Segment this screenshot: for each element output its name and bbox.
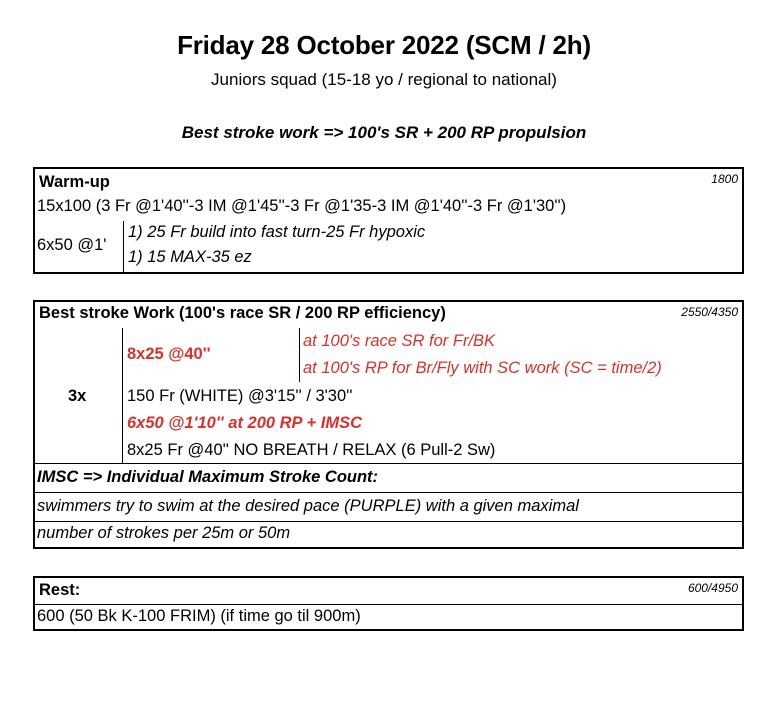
warmup-volume: 1800 bbox=[711, 172, 738, 186]
set-note-divider bbox=[299, 328, 300, 382]
set-6x50: 6x50 @1'10'' at 200 RP + IMSC bbox=[127, 414, 362, 432]
warmup-title: Warm-up bbox=[39, 173, 110, 191]
warmup-sub-label: 6x50 @1' bbox=[37, 236, 107, 254]
set-8x25-note-2: at 100's RP for Br/Fly with SC work (SC = time/2) bbox=[303, 359, 662, 377]
warmup-section bbox=[33, 167, 744, 274]
note-separator-2 bbox=[35, 492, 742, 493]
imsc-note-1: swimmers try to swim at the desired pace (PURPLE) with a given maximal bbox=[37, 497, 579, 515]
set-divider bbox=[122, 328, 123, 463]
rest-volume: 600/4950 bbox=[687, 581, 738, 595]
warmup-line-1: 15x100 (3 Fr @1'40''-3 IM @1'45''-3 Fr @1'35-3 IM @1'40''-3 Fr @1'30'') bbox=[37, 197, 567, 215]
set-8x25: 8x25 @40'' bbox=[127, 345, 211, 363]
warmup-sub-1: 1) 25 Fr build into fast turn-25 Fr hypoxic bbox=[128, 223, 426, 241]
imsc-title: IMSC => Individual Maximum Stroke Count: bbox=[37, 468, 379, 486]
best-stroke-volume: 2550/4350 bbox=[681, 305, 738, 319]
best-stroke-section bbox=[33, 300, 744, 549]
repeat-count: 3x bbox=[68, 387, 87, 405]
note-separator-3 bbox=[35, 521, 742, 522]
page-title: Friday 28 October 2022 (SCM / 2h) bbox=[177, 30, 591, 60]
page-subtitle: Juniors squad (15-18 yo / regional to national) bbox=[211, 70, 557, 89]
set-8x25-note-1: at 100's race SR for Fr/BK bbox=[303, 332, 496, 350]
rest-section bbox=[33, 576, 744, 631]
rest-separator bbox=[35, 604, 742, 605]
set-8x25-fr: 8x25 Fr @40'' NO BREATH / RELAX (6 Pull-2 Sw) bbox=[127, 441, 496, 459]
set-150-fr: 150 Fr (WHITE) @3'15'' / 3'30'' bbox=[127, 387, 353, 405]
session-focus: Best stroke work => 100's SR + 200 RP propulsion bbox=[181, 123, 587, 142]
best-stroke-title: Best stroke Work (100's race SR / 200 RP efficiency) bbox=[39, 304, 446, 322]
warmup-sub-2: 1) 15 MAX-35 ez bbox=[128, 248, 252, 266]
imsc-note-2: number of strokes per 25m or 50m bbox=[37, 524, 291, 542]
note-separator bbox=[35, 463, 742, 464]
warmup-divider bbox=[123, 221, 124, 272]
rest-title: Rest: bbox=[39, 581, 81, 599]
rest-line-1: 600 (50 Bk K-100 FRIM) (if time go til 900m) bbox=[37, 607, 361, 625]
